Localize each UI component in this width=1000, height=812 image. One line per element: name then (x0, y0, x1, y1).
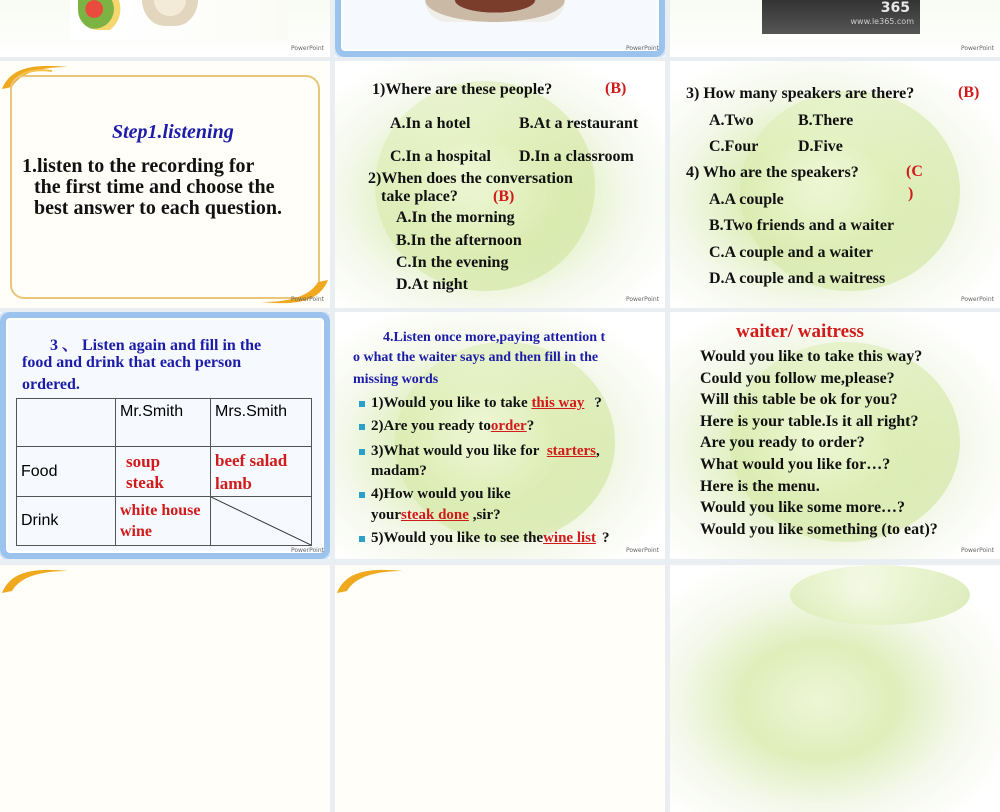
phrase-line: Are you ready to order? (700, 434, 865, 452)
phrase-line: Could you follow me,please? (700, 369, 895, 387)
gold-swirl-decoration (335, 565, 405, 595)
order-table (16, 398, 312, 546)
question-2: 2)When does the conversation (368, 170, 573, 187)
instruction-line: best answer to each question. (34, 197, 282, 219)
cell-food-mr (116, 447, 211, 497)
answer-2: (B) (493, 188, 515, 205)
instruction-line: the first time and choose the (34, 176, 275, 198)
bullet-icon (359, 401, 365, 407)
option: C.A couple and a waiter (709, 244, 873, 261)
question-1: 1)Where are these people? (372, 81, 553, 98)
option: B.There (798, 112, 854, 129)
sentence-text: 4)How would you like (371, 486, 511, 502)
sentence-text: your (371, 507, 401, 523)
powerpoint-logo: PowerPoint (960, 45, 994, 52)
instruction-line: ordered. (22, 376, 80, 393)
phrase-list (700, 346, 938, 540)
fill-sentence-4-cont (371, 507, 501, 524)
sentence-text: , (595, 443, 600, 459)
brand-url: www.le365.com (850, 17, 914, 26)
fill-sentence-2 (359, 418, 534, 435)
bullet-icon (359, 424, 365, 430)
powerpoint-logo: PowerPoint (290, 296, 324, 303)
steak-image (425, 0, 565, 22)
sentence-text: ? (602, 530, 610, 546)
food-item: beef salad (215, 450, 288, 470)
cell-drink-mrs (211, 497, 312, 546)
slide-q12[interactable] (335, 61, 665, 308)
phrase-line: Here is your table.Is it all right? (700, 412, 919, 430)
slide-top-right[interactable] (670, 0, 1000, 57)
slide-bottom-left[interactable] (0, 565, 330, 812)
instruction-line: food and drink that each person (22, 354, 242, 371)
slide-title: waiter/ waitress (736, 321, 864, 342)
question-4: 4) Who are the speakers? (686, 164, 859, 181)
fill-sentence-5 (359, 530, 610, 547)
brand-logo: 365 (880, 0, 910, 16)
option: A.A couple (709, 191, 784, 208)
cell-food-mrs (211, 447, 312, 497)
instruction-line: 4.Listen once more,paying attention t (383, 330, 606, 345)
option: A.In the morning (396, 209, 515, 226)
phrase-line: Will this table be ok for you? (700, 391, 898, 409)
bullet-icon (359, 536, 365, 542)
food-item: lamb (215, 473, 252, 493)
row-label-food: Food (17, 447, 116, 497)
gold-swirl-decoration (260, 278, 330, 308)
instruction-line: 3 、 Listen again and fill in the (50, 337, 262, 354)
slide-waiter[interactable] (670, 312, 1000, 559)
table-corner (17, 399, 116, 447)
instruction-line: 1.listen to the recording for (22, 155, 255, 177)
powerpoint-logo: PowerPoint (960, 296, 994, 303)
powerpoint-logo: PowerPoint (625, 45, 659, 52)
sentence-text: ? (526, 418, 535, 434)
slide-q34[interactable] (670, 61, 1000, 308)
header-mrs-smith: Mrs.Smith (211, 399, 312, 447)
phrase-line: Would you like some more…? (700, 499, 906, 517)
slide-top-left[interactable] (0, 0, 330, 57)
option: B.In the afternoon (396, 232, 522, 249)
food-item: steak (126, 472, 164, 492)
food-item: soup (126, 451, 161, 471)
row-label-drink: Drink (17, 497, 116, 546)
sentence-text: ,sir? (468, 507, 501, 523)
slide-bottom-right[interactable] (670, 565, 1000, 812)
fill-sentence-1 (359, 395, 602, 412)
sentence-text: ? (594, 395, 602, 411)
fill-answer: steak done (401, 507, 469, 523)
option: B.Two friends and a waiter (709, 217, 895, 234)
slide-title: Step1.listening (112, 121, 234, 143)
drink-item: white house (120, 502, 201, 519)
question-2-cont: take place? (381, 188, 458, 205)
answer-3: (B) (958, 84, 980, 101)
slide-table[interactable] (0, 312, 330, 559)
fill-answer: wine list (543, 530, 597, 546)
phrase-line: Would you like to take this way? (700, 348, 923, 365)
sentence-text: 5)Would you like to see the (371, 530, 544, 546)
instruction-line: o what the waiter says and then fill in the (353, 350, 599, 365)
slide-step1[interactable] (0, 61, 330, 308)
slide-top-mid[interactable] (335, 0, 665, 57)
sentence-text: 1)Would you like to take (371, 395, 532, 411)
apple-background (790, 565, 970, 625)
option: C.In the evening (396, 254, 509, 271)
option: A.Two (709, 112, 754, 129)
cell-drink-mr (116, 497, 211, 546)
option: D.At night (396, 276, 469, 293)
fill-sentence-3 (359, 443, 600, 460)
answer-4: (C (906, 163, 923, 180)
salad-image (78, 0, 132, 30)
fill-sentence-4 (359, 486, 511, 503)
fill-sentence-3-cont: madam? (371, 463, 427, 479)
phrase-line: Here is the menu. (700, 477, 820, 495)
instruction-line: missing words (353, 372, 439, 387)
option: B.At a restaurant (519, 115, 639, 132)
slide-bottom-mid[interactable] (335, 565, 665, 812)
phrase-line: What would you like for…? (700, 455, 891, 473)
option: C.Four (709, 138, 759, 155)
option: C.In a hospital (390, 148, 491, 165)
header-mr-smith: Mr.Smith (116, 399, 211, 447)
option: D.Five (798, 138, 843, 155)
option: D.In a classroom (519, 148, 634, 165)
fill-answer: order (490, 418, 527, 434)
fill-answer: this way (531, 395, 585, 411)
answer-4-close: ) (908, 185, 914, 202)
sentence-text: 2)Are you ready to (371, 418, 491, 434)
option: D.A couple and a waitress (709, 270, 886, 287)
slide-fill[interactable] (335, 312, 665, 559)
powerpoint-logo: PowerPoint (625, 547, 659, 554)
diagonal-line (211, 497, 311, 545)
fill-answer: starters (546, 443, 596, 459)
option: A.In a hotel (390, 115, 471, 132)
powerpoint-logo: PowerPoint (290, 547, 324, 554)
powerpoint-logo: PowerPoint (625, 296, 659, 303)
sentence-text: 3)What would you like for (371, 443, 543, 459)
powerpoint-logo: PowerPoint (960, 547, 994, 554)
answer-1: (B) (605, 80, 627, 97)
brand-banner (762, 0, 920, 34)
gold-swirl-decoration (0, 565, 70, 595)
bullet-icon (359, 492, 365, 498)
powerpoint-logo: PowerPoint (290, 45, 324, 52)
question-3: 3) How many speakers are there? (686, 85, 915, 102)
phrase-line: Would you like something (to eat)? (700, 520, 938, 538)
bullet-icon (359, 449, 365, 455)
drink-item: wine (120, 523, 152, 540)
